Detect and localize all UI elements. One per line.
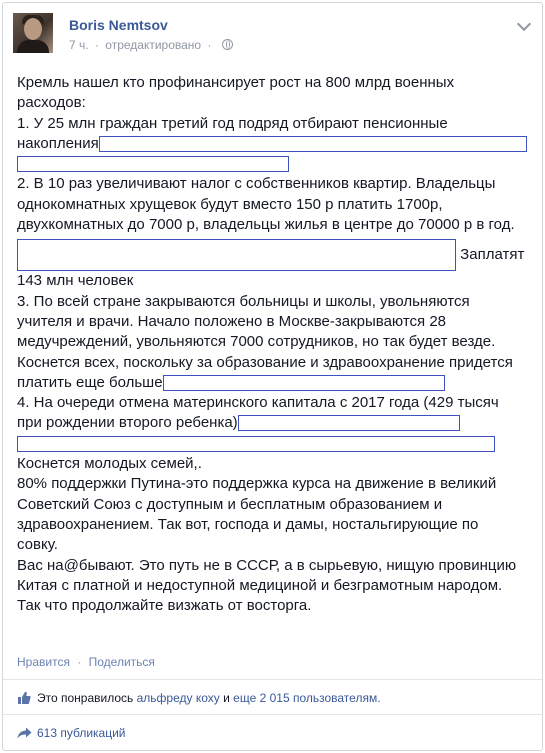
thumbs-up-icon[interactable] [17, 691, 31, 705]
text-line: 4. На очереди отмена материнского капитала с 2017 года (429 тысяч [17, 394, 499, 412]
empty-link-box[interactable] [163, 375, 445, 391]
text-line-with-box [17, 373, 537, 393]
likes-prefix: Это понравилось [37, 691, 134, 705]
text-line-with-box [17, 134, 537, 154]
avatar[interactable] [13, 13, 53, 53]
text-line-with-box [17, 239, 537, 271]
post-card [2, 2, 543, 751]
text-line: здравоохранением. Так вот, господа и дамы, ностальгирующие по [17, 515, 479, 533]
post-time[interactable]: 7 ч. [69, 38, 89, 52]
text-line: Китая с платной и недоступной медициной и безграмотным народом. [17, 576, 503, 594]
text-line: двухкомнатных до 7000 р, владельцы жилья в центре до 70000 р в год. [17, 216, 515, 234]
text-line: Вас на@бывают. Это путь не в СССР, а в сырьевую, нищую провинцию [17, 556, 517, 574]
text-segment: накопления [17, 134, 99, 152]
text-line: Советский Союз с доступным и бесплатным образованием и [17, 495, 443, 513]
text-line: 143 млн человек [17, 272, 134, 290]
empty-box-line [17, 434, 537, 454]
shares-count-link[interactable]: 613 публикаций [37, 726, 126, 740]
author-name[interactable]: Boris Nemtsov [69, 17, 168, 33]
meta-separator: · [94, 38, 99, 52]
text-segment: Заплатят [460, 246, 525, 264]
text-line: 1. У 25 млн граждан третий год подряд отбирают пенсионные [17, 114, 448, 132]
post-text [17, 73, 537, 616]
empty-link-box[interactable] [17, 436, 495, 452]
text-line: 3. По всей стране закрываются больницы и школы, увольняются [17, 292, 470, 310]
text-line: Так что продолжайте визжать от восторга. [17, 597, 312, 615]
text-line: совку. [17, 536, 58, 554]
text-line: медучреждений, увольняются 7000 сотрудников, но так будет везде. [17, 333, 496, 351]
empty-link-box[interactable] [99, 136, 527, 152]
shares-summary [17, 726, 126, 740]
meta-separator-2: · [207, 38, 212, 52]
empty-link-box[interactable] [238, 415, 460, 431]
share-link[interactable]: Поделиться [88, 655, 155, 669]
divider [3, 714, 542, 715]
divider [3, 679, 542, 680]
likes-conj: и [223, 691, 230, 705]
post-meta [69, 38, 233, 52]
empty-link-box[interactable] [17, 156, 289, 172]
text-line-with-box [17, 413, 537, 433]
likes-summary [17, 691, 381, 705]
empty-box-line [17, 154, 537, 174]
globe-icon[interactable] [222, 39, 233, 50]
chevron-down-icon[interactable] [517, 17, 531, 31]
empty-link-box[interactable] [17, 239, 456, 271]
action-separator: · [77, 655, 82, 669]
text-line: однокомнатных хрущевок будут вместо 150 р платить 1700р, [17, 195, 443, 213]
likes-others-link[interactable]: еще 2 015 пользователям. [233, 691, 381, 705]
text-line: Коснется всех, поскольку за образование и здравоохранение придется [17, 353, 513, 371]
share-arrow-icon [17, 727, 32, 739]
text-line: Коснется молодых семей,. [17, 455, 202, 473]
text-line: 2. В 10 раз увеличивают налог с собственников квартир. Владельцы [17, 175, 496, 193]
text-line: расходов: [17, 94, 86, 112]
edited-label[interactable]: отредактировано [105, 38, 202, 52]
post-actions [17, 655, 155, 669]
post-header [13, 13, 533, 63]
liker-friend-link[interactable]: альфреду коху [136, 691, 220, 705]
text-line: учителя и врачи. Начало положено в Москве-закрываются 28 [17, 312, 447, 330]
text-line: 80% поддержки Путина-это поддержка курса на движение в великий [17, 475, 497, 493]
like-link[interactable]: Нравится [17, 655, 70, 669]
text-line: Кремль нашел кто профинансирует рост на 800 млрд военных [17, 74, 455, 91]
text-segment: при рождении второго ребенка) [17, 414, 238, 432]
text-segment: платить еще больше [17, 373, 163, 391]
